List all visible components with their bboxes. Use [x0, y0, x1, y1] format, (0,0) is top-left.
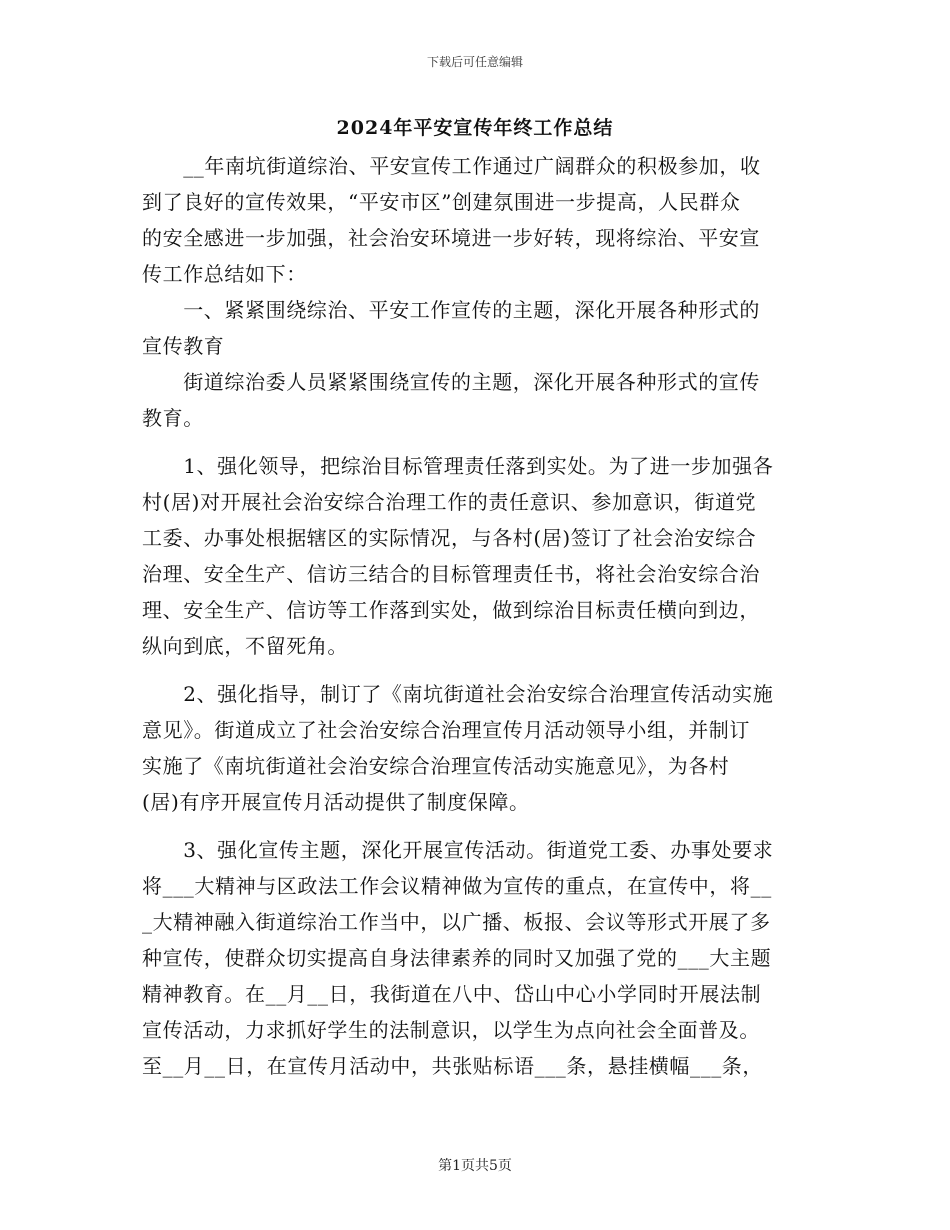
item-3-line-6: 宣传活动，力求抓好学生的法制意识，以学生为点向社会全面普及。: [142, 1018, 760, 1042]
item-1-line-2: 村(居)对开展社会治安综合治理工作的责任意识、参加意识，街道党: [142, 490, 757, 514]
body-line-4: 传工作总结如下：: [142, 262, 307, 286]
body-line-2: 到了良好的宣传效果，“平安市区”创建氛围进一步提高，人民群众: [142, 190, 741, 214]
item-3-line-1: 3、强化宣传主题，深化开展宣传活动。街道党工委、办事处要求: [142, 838, 774, 862]
document-title: 2024年平安宣传年终工作总结: [336, 117, 614, 139]
paragraph-gap: [142, 664, 810, 676]
header-note: 下载后可任意编辑: [426, 55, 523, 69]
body-line-6: 教育。: [142, 406, 204, 430]
item-1-line-3: 工委、办事处根据辖区的实际情况，与各村(居)签订了社会治安综合: [142, 526, 757, 550]
item-2-line-3: 实施了《南坑街道社会治安综合治理宣传活动实施意见》，为各村: [142, 754, 730, 778]
item-2-line-4: (居)有序开展宣传月活动提供了制度保障。: [142, 790, 530, 814]
paragraph-gap: [142, 820, 810, 832]
item-3-line-5: 精神教育。在__月__日，我街道在八中、岱山中心小学同时开展法制: [142, 982, 762, 1006]
paragraph-gap: [142, 436, 810, 448]
item-1-line-1: 1、强化领导，把综治目标管理责任落到实处。为了进一步加强各: [142, 454, 774, 478]
page-footer: 第1页共5页: [438, 1158, 512, 1174]
item-2-line-1: 2、强化指导，制订了《南坑街道社会治安综合治理宣传活动实施: [142, 682, 774, 706]
item-3-line-4: 种宣传，使群众切实提高自身法律素养的同时又加强了党的___大主题: [142, 946, 772, 970]
item-3-line-3: _大精神融入街道综治工作当中，以广播、板报、会议等形式开展了多: [142, 910, 771, 934]
item-1-line-4: 治理、安全生产、信访三结合的目标管理责任书，将社会治安综合治: [142, 562, 760, 586]
section-heading-line-1: 一、紧紧围绕综治、平安工作宣传的主题，深化开展各种形式的: [142, 298, 760, 322]
item-3-line-7: 至__月__日，在宣传月活动中，共张贴标语___条，悬挂横幅___条，: [142, 1054, 763, 1078]
item-3-line-2: 将___大精神与区政法工作会议精神做为宣传的重点，在宣传中，将__: [142, 874, 772, 898]
item-1-line-5: 理、安全生产、信访等工作落到实处，做到综治目标责任横向到边，: [142, 598, 760, 622]
item-2-line-2: 意见》。街道成立了社会治安综合治理宣传月活动领导小组，并制订: [142, 718, 750, 742]
section-heading-line-2: 宣传教育: [142, 334, 225, 358]
body-line-3: 的安全感进一步加强，社会治安环境进一步好转，现将综治、平安宣: [142, 226, 760, 250]
document-body: [142, 148, 810, 1084]
body-line-1: __年南坑街道综治、平安宣传工作通过广阔群众的积极参加，收: [142, 154, 761, 178]
item-1-line-6: 纵向到底，不留死角。: [142, 634, 348, 658]
body-line-5: 街道综治委人员紧紧围绕宣传的主题，深化开展各种形式的宣传: [142, 370, 760, 394]
